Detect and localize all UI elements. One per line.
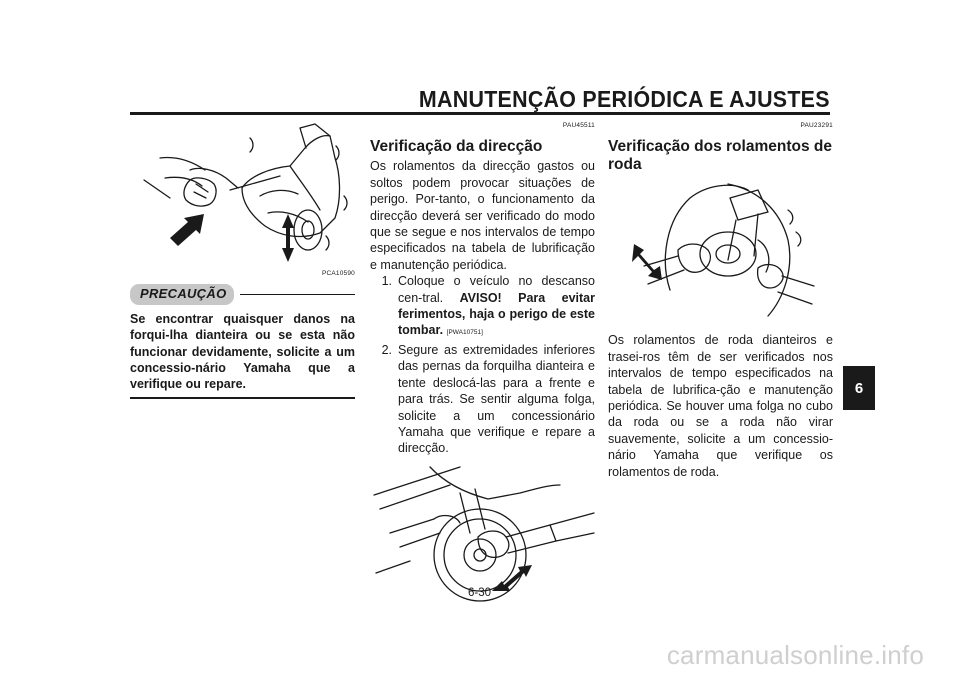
steering-check-illustration (370, 463, 595, 605)
step-number: 2. (381, 342, 392, 357)
caution-header (130, 284, 355, 304)
chapter-tab[interactable]: 6 (843, 366, 875, 410)
watermark: carmanualsonline.info (666, 640, 924, 670)
caution-bottom-rule (130, 397, 355, 399)
front-fork-illustration (130, 118, 355, 266)
list-item (370, 342, 595, 457)
column-wheel-bearings (608, 118, 833, 480)
caution-divider (240, 294, 355, 295)
wheel-bearings-body: Os rolamentos de roda dianteiros e trasei-ros têm de ser verificados nos intervalos de tempo especificados na tabela de lubrifica-ção e manutenção periódica. Se houver uma folga no cubo da roda ou se a roda não virar suavemente, solicite a um concessio-nário Yamaha que verifique os rolamentos de roda. (608, 333, 833, 479)
list-item (370, 273, 595, 342)
column-fork-caution (130, 118, 355, 399)
page-number: 6-30 (468, 587, 492, 599)
section-title-steering: Verificação da direcção (370, 138, 543, 156)
step-number: 1. (381, 274, 392, 289)
wheel-bearing-illustration (608, 180, 833, 320)
section-title-wheel-bearings: Verificação dos rolamentos de roda (608, 138, 832, 174)
section-code: PAU45511 (562, 122, 595, 129)
step-text: Segure as extremidades inferiores das pernas da forquilha dianteira e tente deslocá-las para a frente e para trás. Se sentir alguma folga, solicite a um concessionário Yamaha que verifique e repare a direcção. (398, 342, 595, 456)
header-rule (130, 112, 830, 115)
step-instruction: Coloque o veículo no descanso cen-tral. (398, 274, 595, 305)
section-code: PAU23291 (800, 122, 833, 129)
steering-steps (370, 273, 595, 456)
step-text (398, 273, 595, 342)
page-header-title: MANUTENÇÃO PERIÓDICA E AJUSTES (419, 86, 830, 112)
warning-code: [PWA10751] (446, 329, 483, 337)
column-steering-check (370, 118, 595, 605)
figure-code: PCA10590 (321, 270, 355, 277)
steering-intro: Os rolamentos da direcção gastos ou soltos podem provocar situações de perigo. Por-tanto, o funcionamento da direcção deverá ser verificado do modo que se segue e nos intervalos de tempo especificados na tabela de lubrificação e manutenção periódica. (370, 159, 595, 272)
caution-badge: PRECAUÇÃO (130, 284, 234, 304)
caution-text: Se encontrar quaisquer danos na forqui-lha dianteira ou se esta não funcionar devidamente, solicite a um concessio-nário Yamaha que a verifique ou repare. (130, 311, 355, 392)
warning-text: AVISO! Para evitar ferimentos, haja o perigo de este tombar. (398, 290, 595, 338)
